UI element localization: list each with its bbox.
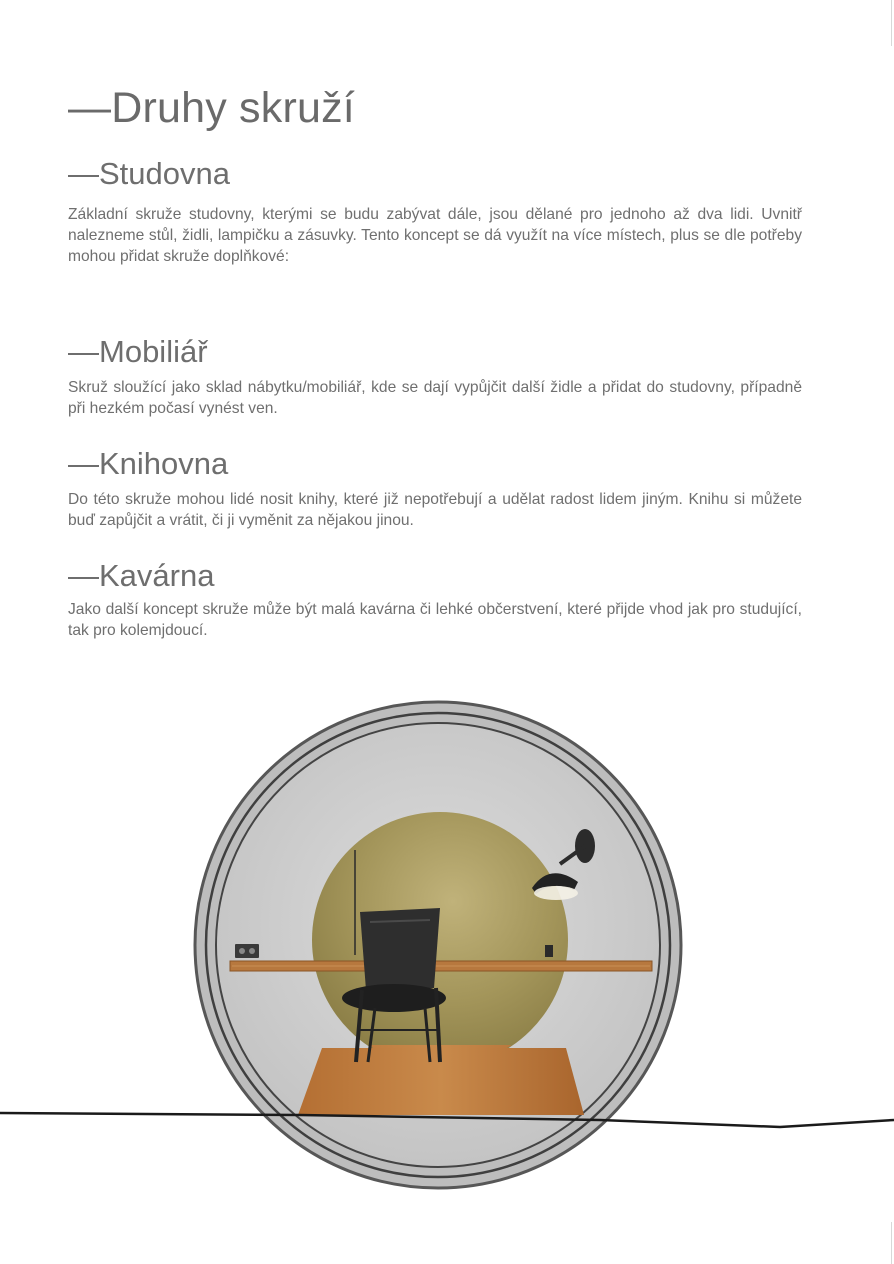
- section-heading-studovna: —Studovna: [68, 156, 230, 191]
- section-heading-mobiliar: —Mobiliář: [68, 334, 208, 369]
- page-title: —Druhy skruží: [68, 84, 355, 132]
- section-text-knihovna: Do této skruže mohou lidé nosit knihy, které již nepotřebují a udělat radost lidem jiným. Knihu si můžete buď zapůjčit a vrátit, či ji vyměnit za nějakou jinou.: [68, 491, 802, 529]
- page-edge-mark-bottom: [891, 1222, 892, 1264]
- section-heading-kavarna: —Kavárna: [68, 558, 215, 593]
- section-text-mobiliar: Skruž sloužící jako sklad nábytku/mobiliář, kde se dají vypůjčit další židle a přidat do studovny, případně při hezkém počasí vynést ven.: [68, 379, 802, 417]
- cable-clip-icon: [545, 945, 553, 957]
- section-text-studovna: Základní skruže studovny, kterými se budu zabývat dále, jsou dělané pro jednoho až dva lidi. Uvnitř nalezneme stůl, židli, lampičku a zásuvky. Tento koncept se dá využít na více místech, plus se dle potřeby mohou přidat skruže doplňkové:: [68, 206, 802, 265]
- study-pod-illustration: [0, 690, 894, 1210]
- section-heading-knihovna: —Knihovna: [68, 446, 229, 481]
- section-text-kavarna: Jako další koncept skruže může být malá kavárna či lehké občerstvení, které přijde vhod jak pro studující, tak pro kolemjdoucí.: [68, 601, 802, 639]
- power-socket-icon: [235, 944, 259, 958]
- wooden-desk-icon: [230, 961, 652, 971]
- page-edge-mark-top: [891, 0, 892, 46]
